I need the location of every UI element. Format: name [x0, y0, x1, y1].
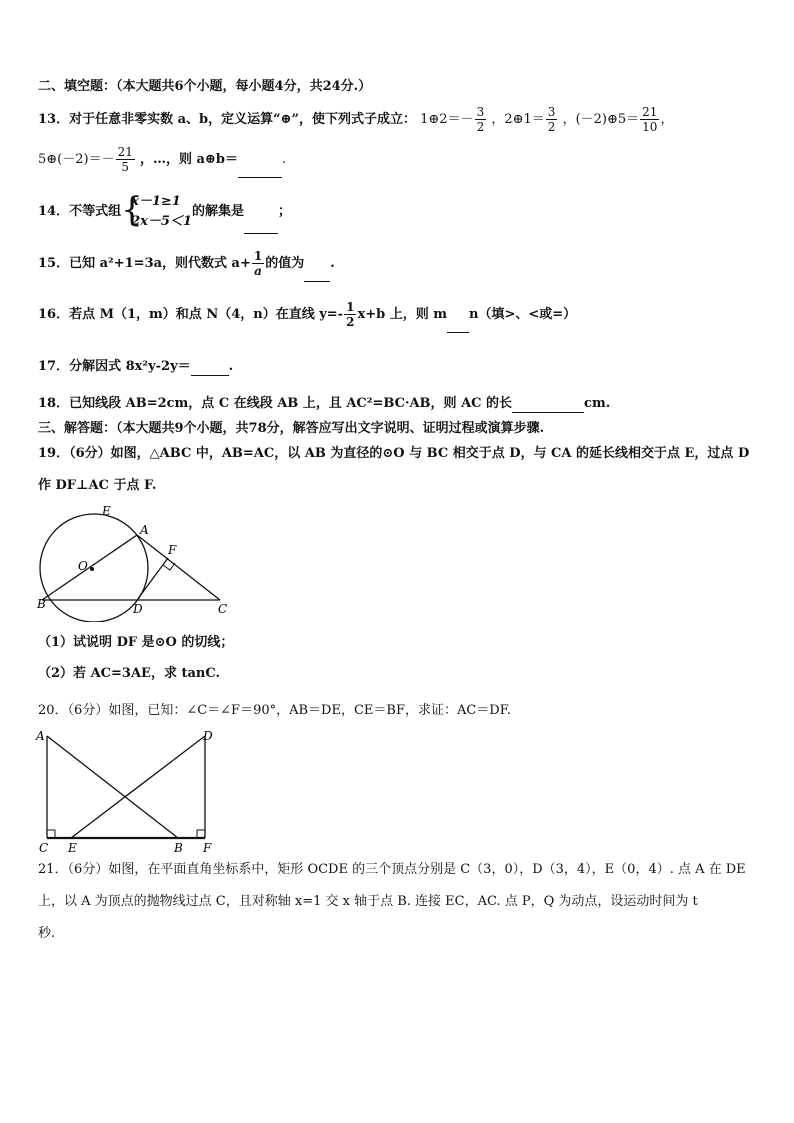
section-heading-solve: 三、解答题：（本大题共9个小题，共78分，解答应写出文字说明、证明过程或演算步骤.	[38, 421, 545, 436]
question-16	[38, 297, 576, 333]
label-d: D	[133, 602, 143, 616]
q16-fraction	[344, 300, 356, 329]
label-b: B	[174, 841, 183, 854]
q13-eq4-left: 5⊕(－2)＝－	[38, 152, 115, 167]
q15-prefix: 15．已知 a²+1=3a，则代数式 a+	[38, 256, 251, 271]
label-a: A	[36, 729, 45, 743]
label-o: O	[78, 559, 88, 573]
q16-numerator: 1	[346, 300, 355, 314]
q15-suffix: 的值为	[265, 256, 305, 271]
question-17	[38, 358, 233, 376]
brace-icon: {	[121, 189, 143, 230]
label-e: E	[68, 841, 77, 854]
q13-eq2-numerator: 3	[547, 105, 556, 119]
question-21-line3: 秒.	[38, 926, 56, 941]
q15-answer-blank[interactable]	[304, 267, 330, 282]
question-13-line2	[38, 142, 286, 178]
q15-numerator: 1	[253, 249, 263, 263]
q13-eq1-fraction	[475, 105, 487, 134]
q13-eq3-end: ，	[660, 112, 674, 127]
q13-eq2-left: ，2⊕1＝	[491, 112, 545, 127]
q17-text: 17．分解因式 8x²y-2y＝	[38, 359, 191, 374]
right-angle-mark-c	[47, 830, 55, 838]
center-point-o	[90, 567, 94, 571]
q14-row2: 2x－5＜1	[131, 213, 192, 229]
segment-ac	[137, 535, 220, 600]
question-19-part2: （2）若 AC=3AE，求 tanC.	[38, 666, 220, 681]
q14-prefix: 14．不等式组	[38, 204, 122, 219]
q16-prefix: 16．若点 M（1，m）和点 N（4，n）在直线 y=-	[38, 307, 344, 322]
q13-eq1-left: 1⊕2＝－	[420, 112, 474, 127]
question-19-line1: 19．（6分）如图，△ABC 中，AB=AC，以 AB 为直径的⊙O 与 BC 相交于点 D，与 CA 的延长线相交于点 E，过点 D	[38, 446, 750, 461]
q14-inequality-system	[121, 189, 192, 232]
right-angle-mark-f	[197, 830, 205, 838]
q16-answer-blank[interactable]	[447, 318, 469, 333]
q18-text: 18．已知线段 AB=2cm，点 C 在线段 AB 上，且 AC²=BC·AB，则 AC 的长	[38, 396, 513, 411]
q13-eq3-left: ，(－2)⊕5＝	[562, 112, 640, 127]
segment-de	[71, 736, 205, 838]
label-f: F	[168, 543, 177, 557]
q15-end: .	[330, 256, 335, 271]
label-a: A	[140, 523, 149, 537]
q13-eq4-fraction	[116, 145, 135, 174]
q14-suffix: 的解集是	[191, 204, 244, 219]
segment-df	[137, 558, 168, 600]
q15-denominator: a	[254, 264, 262, 278]
label-c: C	[218, 602, 228, 616]
question-19-line2: 作 DF⊥AC 于点 F.	[38, 478, 157, 493]
question-15	[38, 246, 335, 282]
q17-answer-blank[interactable]	[191, 361, 229, 376]
q18-end: cm.	[584, 396, 611, 411]
section-heading-fill-blank: 二、填空题：（本大题共6个小题，每小题4分，共24分.）	[38, 79, 372, 94]
circle-o-shape	[40, 514, 148, 622]
question-14	[38, 190, 291, 234]
q16-suffix: x+b 上，则 m	[357, 307, 447, 322]
question-13-intro: 13．对于任意非零实数 a、b，定义运算“⊕”，使下列式子成立：	[38, 112, 416, 127]
q13-eq3-fraction	[640, 105, 659, 134]
q14-answer-blank[interactable]	[244, 219, 278, 234]
question-21-line2: 上，以 A 为顶点的抛物线过点 C，且对称轴 x=1 交 x 轴于点 B. 连接 EC，AC. 点 P，Q 为动点，设运动时间为 t	[38, 894, 698, 909]
q14-end: ；	[278, 204, 292, 219]
segment-be	[42, 535, 137, 600]
question-20: 20．（6分）如图，已知：∠C＝∠F＝90°，AB＝DE，CE＝BF，求证：AC＝DF.	[38, 703, 511, 718]
q16-mid: n（填>、<或=）	[469, 307, 577, 322]
q13-eq3-numerator: 21	[642, 105, 658, 119]
question-13-line1	[38, 102, 673, 138]
q13-eq1-denominator: 2	[476, 120, 485, 134]
q14-row1: x－1≥1	[131, 193, 181, 209]
segment-ab	[47, 736, 178, 838]
q16-denominator: 2	[346, 315, 355, 329]
label-b: B	[37, 597, 46, 611]
q13-answer-blank[interactable]	[238, 163, 282, 178]
q13-eq1-numerator: 3	[476, 105, 485, 119]
question-19-figure	[30, 502, 240, 622]
q13-eq2-denominator: 2	[547, 120, 556, 134]
label-f: F	[203, 841, 212, 854]
q13-end: .	[281, 152, 287, 167]
question-20-figure	[33, 724, 223, 854]
question-19-part1: （1）试说明 DF 是⊙O 的切线；	[38, 635, 234, 650]
q13-eq4-numerator: 21	[117, 145, 133, 159]
q15-fraction	[252, 249, 264, 278]
q13-eq2-fraction	[546, 105, 558, 134]
label-c: C	[39, 841, 49, 854]
q17-end: .	[228, 359, 234, 374]
label-d: D	[203, 729, 213, 743]
q13-eq4-denominator: 5	[121, 160, 130, 174]
question-21-line1: 21．（6分）如图，在平面直角坐标系中，矩形 OCDE 的三个顶点分别是 C（3，0），D（3，4），E（0，4）. 点 A 在 DE	[38, 862, 746, 877]
q13-eq3-denominator: 10	[642, 120, 658, 134]
question-18	[38, 395, 610, 413]
q18-answer-blank[interactable]	[512, 398, 584, 413]
label-e: E	[102, 504, 111, 518]
q13-tail: ，…，则 a⊕b＝	[140, 152, 238, 167]
